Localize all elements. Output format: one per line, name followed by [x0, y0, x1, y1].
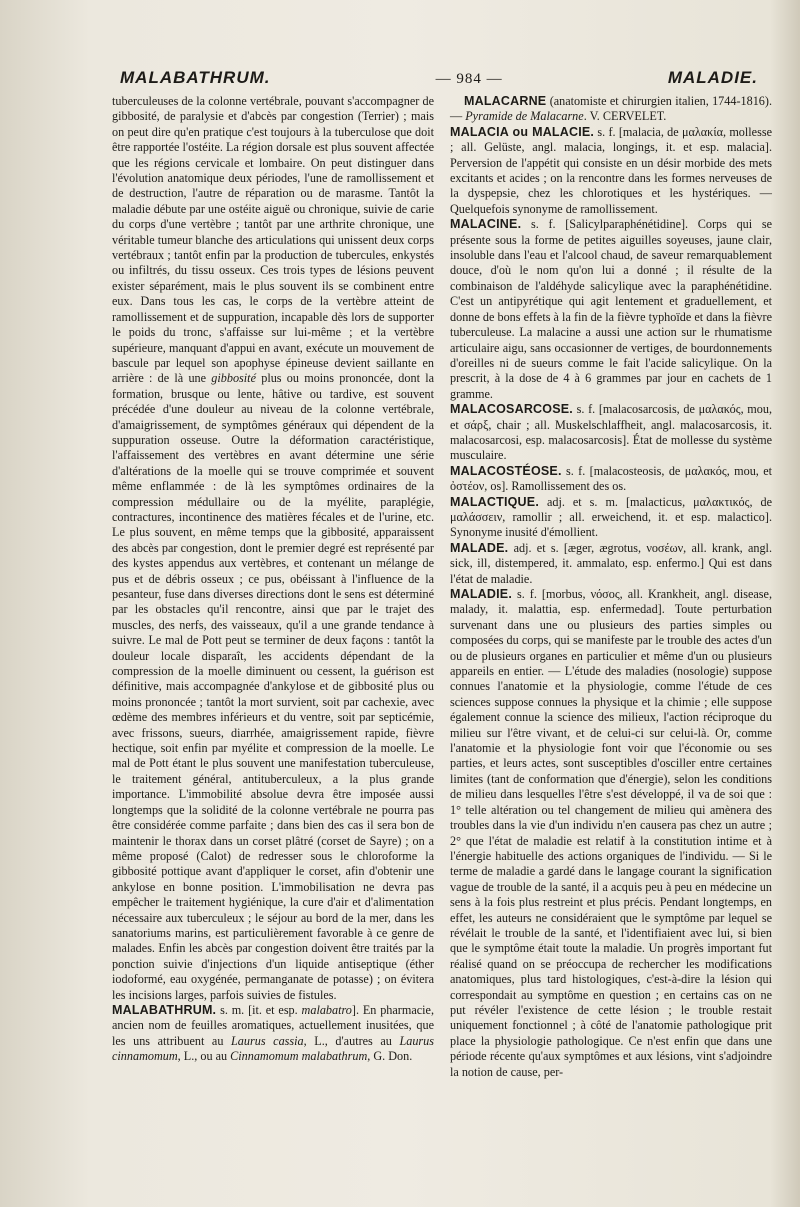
headword: MALACOSTÉOSE.	[450, 463, 562, 478]
headword: MALACOSARCOSE.	[450, 402, 573, 417]
page-number: — 984 —	[435, 71, 503, 87]
left-column	[112, 94, 434, 1080]
headword: MALACIA ou MALACIE.	[450, 124, 595, 139]
header-left-word: MALABATHRUM.	[120, 68, 271, 87]
headword: MALADE.	[450, 540, 509, 555]
entry-malactique: MALACTIQUE. adj. et s. m. [malacticus, μαλακτικός, de μαλάσσειν, ramollir ; all. erweichend, it. et esp. malactico]. Synonyme inusité d'émollient.	[450, 494, 772, 540]
entry-malacosarcose: MALACOSARCOSE. s. f. [malacosarcosis, de μαλακός, mou, et σάρξ, chair ; all. Muskelschlaffheit, angl. malacosarcosis, it. malacosarcosi, esp. malacosarcosis]. État de mollesse du système musculaire.	[450, 402, 773, 463]
pott-continuation: tuberculeuses de la colonne vertébrale, pouvant s'accompagner de gibbosité, de paralysie et d'abcès par congestion (Terrier) ; mais on peut dire qu'en pratique c'est toujours à la tuberculose que doit être rapportée l'ostéite. La région dorsale est plus souvent affectée que les régions cervicale et lombaire. On peut distinguer dans l'évolution anatomique deux périodes, l'une de ramollissement et de destruction, l'autre de réparation ou de marasme. Tantôt la maladie débute par une ostéite aiguë ou chronique, suivie de carie du corps d'une vertèbre ; tantôt par une arthrite chronique, une véritable tumeur blanche des articulations qui unissent deux corps vertébraux ; tantôt enfin par la production de tubercules, enkystés ou infiltrés, du tissu osseux. Ces trois types de lésions peuvent exister séparément, mais le plus souvent ils se combinent entre eux. Dans tous les cas, le corps de la vertèbre atteint de ramollissement et de suppuration, incapable dès lors de supporter le poids du tronc, s'affaisse sur lui-même ; et la vertèbre supérieure, manquant d'appui en avant, exécute un mouvement de bascule par lequel son apophyse épineuse devient saillante en arrière : de là une gibbosité plus ou moins prononcée, dont la formation, brusque ou lente, hâtive ou tardive, est souvent précédée d'une douleur au niveau de la colonne vertébrale, d'amaigrissement, de symptômes généraux qui dépendent de la suppuration osseuse. Outre la déformation caractéristique, l'affaissement des vertèbres en avant détermine une série d'altérations de la moelle qui se trouve comprimée et souvent même enflammée : de là les symptômes ordinaires de la compression médullaire ou de la myélite, paraplégie, contractures, incontinence des matières fécales et de l'urine, etc. Le plus souvent, en même temps que la gibbosité, apparaissent des abcès par congestion, dont le premier degré est représenté par des kystes appendus aux vertèbres, et contenant un mélange de pus et de débris osseux ; ce pus, obéissant à l'influence de la pesanteur, fuse dans diverses directions dont le sens est déterminé par les obstacles qu'il rencontre, ainsi que par le trajet des muscles, des nerfs, des vaisseaux, qu'il a une grande tendance à suivre. Le mal de Pott peut se terminer de deux façons : tantôt la douleur locale disparaît, les accidents dépendant de la compression de la moelle diminuent ou cessent, la guérison est définitive, mais accompagnée d'ankylose et de gibbosité plus ou moins prononcée ; tantôt la mort survient, soit par cachexie, avec œdème des membres inférieurs et du ventre, soit par septicémie, avec frissons, sueurs, diarrhée, amaigrissement rapide, fièvre hectique, soit enfin par myélite et compression de la moelle. Le mal de Pott étant le plus souvent une manifestation tuberculeuse, le traitement général, antituberculeux, a la plus grande importance. L'immobilité absolue devra être imposée aussi longtemps que la solidité de la colonne vertébrale ne pourra pas être considérée comme parfaite ; dans bien des cas il sera bon de maintenir le thorax dans un corset plâtré (corset de Sayre) ; on a même proposé (Calot) de redresser sous le chloroforme la gibbosité pottique avant d'appliquer le corset, afin d'obtenir une ankylose en bonne position. L'immobilisation ne devra pas empêcher le traitement hygiénique, la cure d'air et d'alimentation nécessaire aux tuberculeux ; le séjour au bord de la mer, dans les sanatoriums marins, est particulièrement favorable à ce genre de malades. Enfin les abcès par congestion doivent être traités par la ponction suivie d'injections d'un liquide antiseptique (éther iodoformé, eau oxygénée, permanganate de potasse) ; on évitera les incisions larges, parfois suivies de fistules.	[112, 94, 435, 1002]
entry-malade: MALADE. adj. et s. [æger, ægrotus, νοσέων, all. krank, angl. sick, ill, distempered, it. ammalato, esp. enfermo.] Qui est dans l'état de maladie.	[450, 540, 772, 586]
headword: MALACARNE	[464, 94, 547, 108]
headword: MALACINE.	[450, 217, 522, 232]
right-column	[450, 94, 772, 1080]
headword: MALABATHRUM.	[112, 1002, 217, 1017]
header-right-word: MALADIE.	[667, 68, 758, 87]
entry-malacarne: MALACARNE (anatomiste et chirurgien italien, 1744-1816). — Pyramide de Malacarne. V. CERVELET.	[450, 94, 772, 124]
headword: MALACTIQUE.	[450, 494, 539, 509]
entry-malacine: MALACINE. s. f. [Salicylparaphénétidine]. Corps qui se présente sous la forme de petites aiguilles soyeuses, jaune clair, insoluble dans l'eau et l'alcool chaud, de saveur remarquablement douce, d'où le nom qu'on lui a donné ; il résulte de la combinaison de l'aldéhyde salicylique avec la paraphénétidine. C'est un antipyrétique qui agit lentement et graduellement, et donne de bons effets à la fin de la fièvre typhoïde et dans la fièvre tuberculeuse. La malacine a aussi une action sur le rhumatisme articulaire aigu, sans occasionner de vertiges, de bourdonnements d'oreilles ni de sueurs comme le fait l'acide salicylique. On la prescrit, à la dose de 4 à 6 grammes par jour en cachets de 1 gramme.	[450, 217, 773, 401]
entry-maladie: MALADIE. s. f. [morbus, νόσος, all. Krankheit, angl. disease, malady, it. malattia, esp. enfermedad]. Toute perturbation survenant dans une ou plusieurs des parties simples ou composées du corps, qui se manifeste par le trouble des actes d'un ou de plusieurs organes en particulier et même d'un ou plusieurs appareils en entier. — L'étude des maladies (nosologie) suppose connues l'anatomie et la physiologie, comme l'étude de ces sciences suppose connues la physique et la chimie ; elle suppose également connue la science des milieux, l'action réciproque du milieu sur l'être vivant, et de celui-ci sur celui-là. Or, comme l'anatomie et la physiologie font voir que l'économie ou ses parties, et leurs actes, sont susceptibles d'osciller entre certaines limites (tant de conformation que d'énergie), selon les conditions de milieu dans lesquelles l'être s'est développé, il va de soi que : 1° telle altération ou tel changement de milieu qui amènera des troubles dans la vie d'un individu n'en causera pas chez un autre ; 2° que l'état de maladie est relatif à la constitution intime et à l'énergie habituelle des actions organiques de l'individu. — Si le terme de maladie a gardé dans le langage courant la signification vague de trouble de la santé, il a acquis peu à peu en médecine un sens à la fois plus restreint et plus précis. Pendant longtemps, en effet, les auteurs ne considéraient que le symptôme par lequel se révélait le trouble de la santé, et l'identifiaient avec lui, si bien que le symptôme était toute la maladie. Un progrès important fut réalisé quand on se préoccupa de rechercher les modifications anatomiques, plus tard histologiques, c'est-à-dire la lésion qui correspondait au symptôme en question ; en certains cas on ne put révéler l'existence de cette lésion ; le trouble restait uniquement fonctionnel ; à côté de l'anatomie pathologique prit place la physiologie pathologique. Ce n'est enfin que dans une période récente qu'aux symptômes et aux lésions, vint s'adjoindre la notion de cause, per-	[450, 587, 772, 1079]
entry-malabathrum: MALABATHRUM. s. m. [it. et esp. malabatro]. En pharmacie, ancien nom de feuilles aromatiques, actuellement inusitées, que les uns attribuent au Laurus cassia, L., d'autres au Laurus cinnamomum, L., ou au Cinnamomum malabathrum, G. Don.	[112, 1002, 435, 1064]
headword: MALADIE.	[450, 587, 513, 601]
running-header	[112, 68, 772, 88]
entry-malacosteose: MALACOSTÉOSE. s. f. [malacosteosis, de μαλακός, mou, et ὀστέον, os]. Ramollissement des os.	[450, 463, 772, 494]
entry-malacia: MALACIA ou MALACIE. s. f. [malacia, de μαλακία, mollesse ; all. Gelüste, angl. malacia, longings, it. et esp. malacia]. Perversion de l'appétit qui consiste en un désir morbide des mets excitants et acides ; on la rencontre dans les formes nerveuses de la dyspepsie, chez les chlorotiques et les hystériques. — Quelquefois synonyme de ramollissement.	[450, 124, 772, 216]
